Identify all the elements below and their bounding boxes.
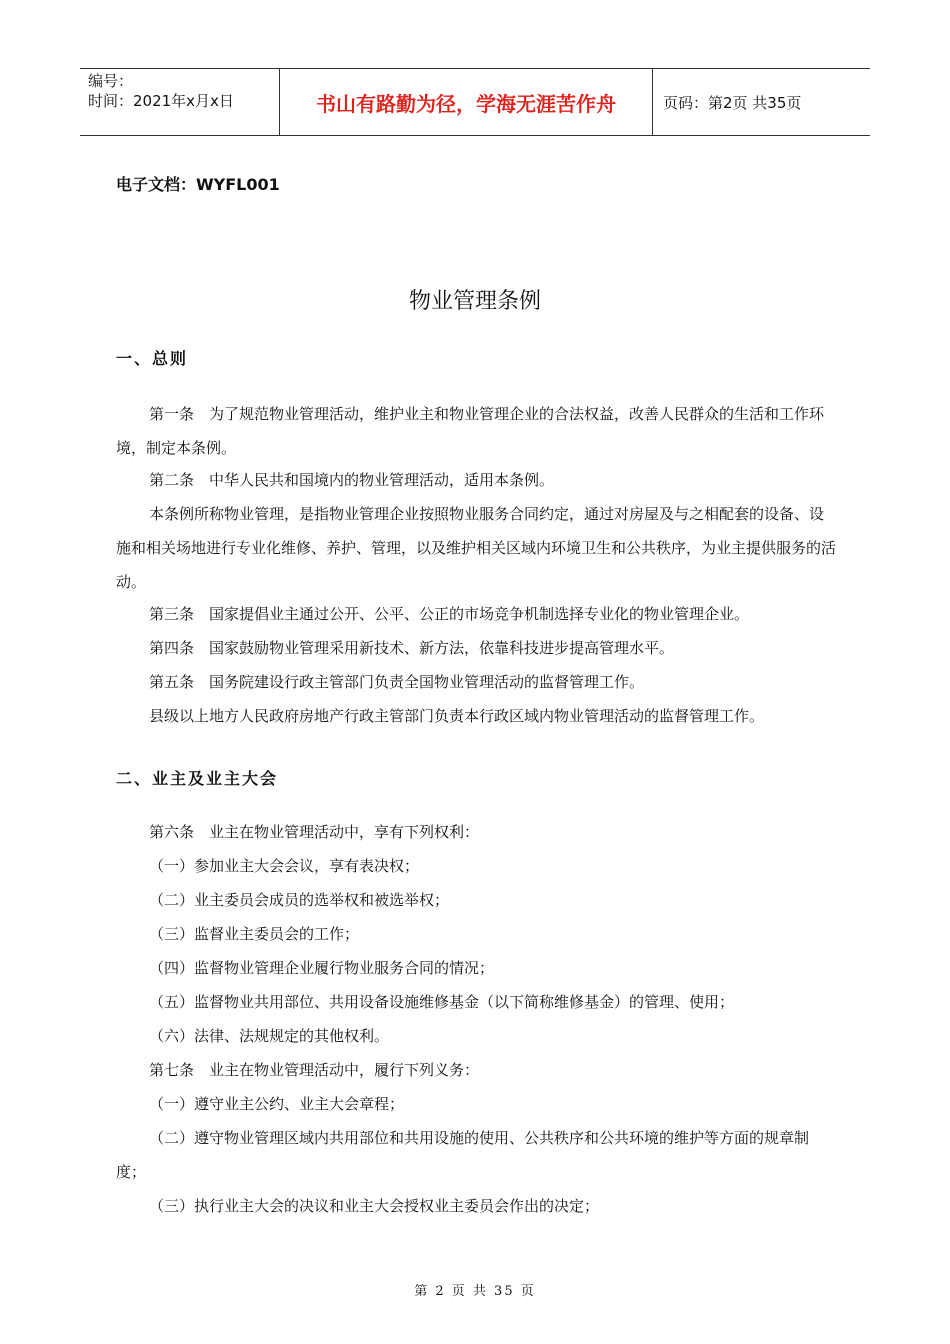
document-code: 电子文档：WYFL001 xyxy=(116,175,280,194)
section-heading-owners: 二、业主及业主大会 xyxy=(116,769,279,788)
article-5: 第五条 国务院建设行政主管部门负责全国物业管理活动的监督管理工作。 xyxy=(149,673,645,691)
document-date-label: 时间：2021年x月x日 xyxy=(88,92,234,110)
header-meta-cell xyxy=(80,69,280,135)
list-item: （五）监督物业共用部位、共用设备设施维修基金（以下简称维修基金）的管理、使用； xyxy=(149,993,735,1011)
document-title: 物业管理条例 xyxy=(408,289,541,314)
document-number-label: 编号： xyxy=(88,72,134,90)
article-2-definition: 本条例所称物业管理，是指物业管理企业按照物业服务合同约定，通过对房屋及与之相配套的设备、设施和相关场地进行专业化维修、养护、管理，以及维护相关区域内环境卫生和公共秩序，为业主提供服务的活动。 xyxy=(116,505,837,591)
list-item: （六）法律、法规规定的其他权利。 xyxy=(149,1027,390,1045)
header-page-info: 页码：第2页 共35页 xyxy=(663,93,802,112)
section-heading-general: 一、总则 xyxy=(116,349,189,368)
article-2: 第二条 中华人民共和国境内的物业管理活动，适用本条例。 xyxy=(149,471,555,489)
list-item: （一）遵守业主公约、业主大会章程； xyxy=(149,1095,405,1113)
article-3: 第三条 国家提倡业主通过公开、公平、公正的市场竞争机制选择专业化的物业管理企业。 xyxy=(149,605,750,623)
list-item: （二）遵守物业管理区域内共用部位和共用设施的使用、公共秩序和公共环境的维护等方面的规章制度； xyxy=(116,1129,810,1181)
list-item: （三）监督业主委员会的工作； xyxy=(149,925,360,943)
article-7: 第七条 业主在物业管理活动中，履行下列义务： xyxy=(149,1061,480,1079)
article-5-local: 县级以上地方人民政府房地产行政主管部门负责本行政区域内物业管理活动的监督管理工作。 xyxy=(149,707,765,725)
page-footer: 第 2 页 共 35 页 xyxy=(414,1284,536,1299)
page-header xyxy=(80,68,870,136)
article-4: 第四条 国家鼓励物业管理采用新技术、新方法，依靠科技进步提高管理水平。 xyxy=(149,639,675,657)
list-item: （二）业主委员会成员的选举权和被选举权； xyxy=(149,891,450,909)
article-6: 第六条 业主在物业管理活动中，享有下列权利： xyxy=(149,823,480,841)
list-item: （三）执行业主大会的决议和业主大会授权业主委员会作出的决定； xyxy=(149,1197,600,1215)
list-item: （一）参加业主大会会议，享有表决权； xyxy=(149,857,420,875)
article-1: 第一条 为了规范物业管理活动，维护业主和物业管理企业的合法权益，改善人民群众的生活和工作环境，制定本条例。 xyxy=(116,405,825,457)
header-motto: 书山有路勤为径，学海无涯苦作舟 xyxy=(280,69,653,135)
list-item: （四）监督物业管理企业履行物业服务合同的情况； xyxy=(149,959,495,977)
